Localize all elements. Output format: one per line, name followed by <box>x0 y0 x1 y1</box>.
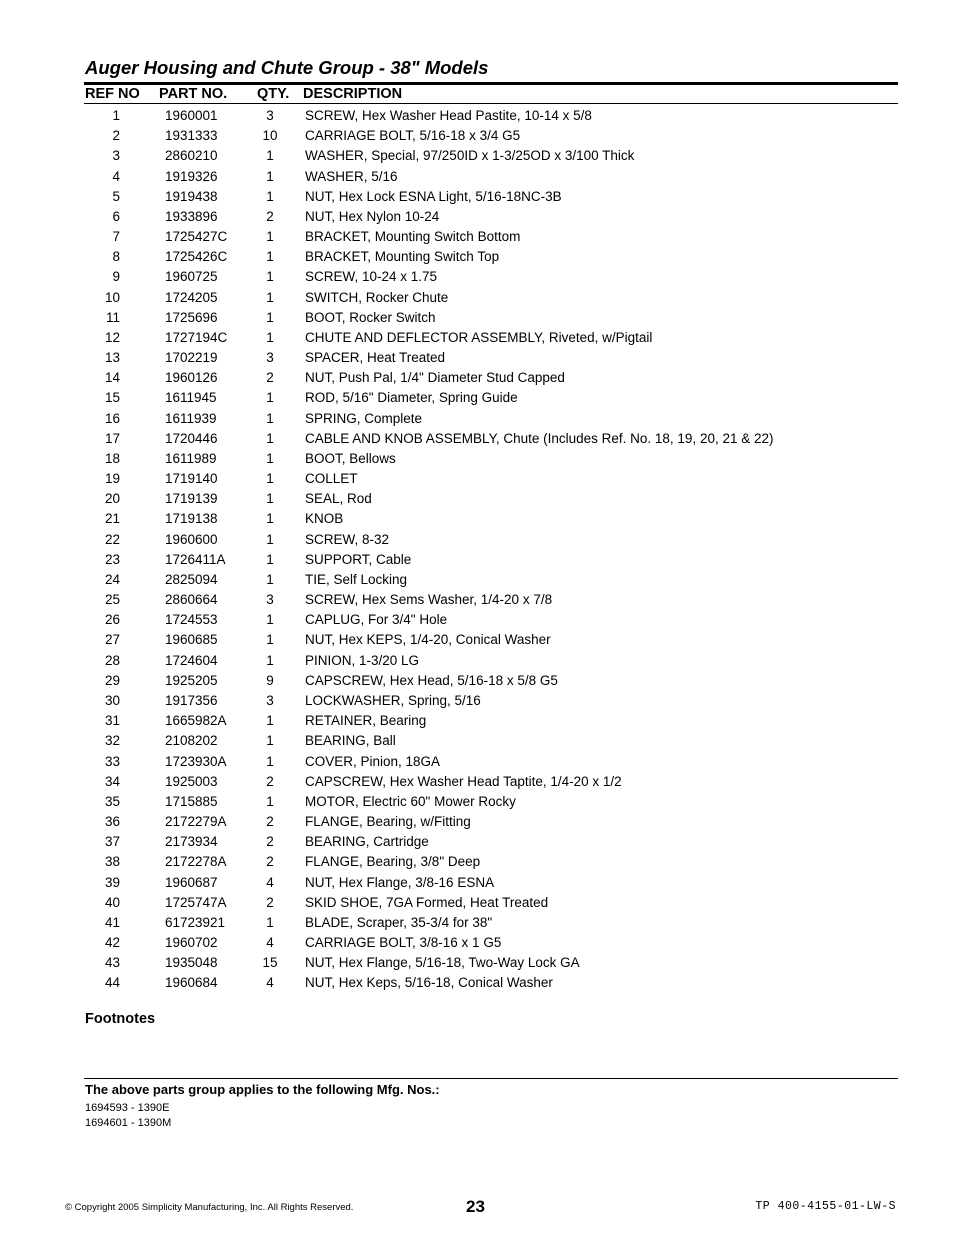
qty-cell: 1 <box>266 713 274 729</box>
description-cell: NUT, Hex KEPS, 1/4-20, Conical Washer <box>305 632 551 648</box>
description-cell: RETAINER, Bearing <box>305 713 427 729</box>
part-no-cell: 2108202 <box>165 733 218 749</box>
column-header-part: PART NO. <box>159 86 228 102</box>
footnotes-heading: Footnotes <box>85 1011 156 1027</box>
table-row <box>0 853 954 873</box>
part-no-cell: 1724553 <box>165 612 218 628</box>
table-row <box>0 672 954 692</box>
description-cell: TIE, Self Locking <box>305 571 408 587</box>
qty-cell: 1 <box>266 188 274 204</box>
table-row <box>0 410 954 430</box>
ref-no-cell: 41 <box>104 914 120 930</box>
qty-cell: 2 <box>266 854 274 870</box>
qty-cell: 1 <box>266 148 274 164</box>
header-rule <box>84 103 898 104</box>
description-cell: CARRIAGE BOLT, 3/8-16 x 1 G5 <box>305 935 502 951</box>
column-header-qty: QTY. <box>257 86 290 102</box>
part-no-cell: 1960685 <box>165 632 218 648</box>
ref-no-cell: 12 <box>104 329 120 345</box>
qty-cell: 1 <box>266 733 274 749</box>
page-title: Auger Housing and Chute Group - 38" Models <box>85 57 489 78</box>
part-no-cell: 1725426C <box>165 249 228 265</box>
part-no-cell: 61723921 <box>165 914 226 930</box>
qty-cell: 1 <box>266 491 274 507</box>
description-cell: NUT, Hex Flange, 5/16-18, Two-Way Lock GA <box>305 955 580 971</box>
qty-cell: 9 <box>266 672 274 688</box>
ref-no-cell: 23 <box>104 551 120 567</box>
qty-cell: 1 <box>266 571 274 587</box>
part-no-cell: 1960725 <box>165 269 218 285</box>
parts-list <box>0 107 954 995</box>
qty-cell: 2 <box>266 834 274 850</box>
ref-no-cell: 2 <box>112 128 120 144</box>
part-no-cell: 1960687 <box>165 874 218 890</box>
table-row <box>0 349 954 369</box>
qty-cell: 1 <box>266 531 274 547</box>
qty-cell: 2 <box>266 814 274 830</box>
qty-cell: 3 <box>266 350 274 366</box>
qty-cell: 1 <box>266 511 274 527</box>
part-no-cell: 1919326 <box>165 168 218 184</box>
ref-no-cell: 27 <box>104 632 120 648</box>
description-cell: LOCKWASHER, Spring, 5/16 <box>305 692 481 708</box>
table-row <box>0 914 954 934</box>
table-row <box>0 692 954 712</box>
description-cell: SPACER, Heat Treated <box>305 350 446 366</box>
ref-no-cell: 8 <box>112 249 120 265</box>
document-number: TP 400-4155-01-LW-S <box>755 1200 896 1213</box>
part-no-cell: 1933896 <box>165 208 218 224</box>
part-no-cell: 1665982A <box>165 713 227 729</box>
part-no-cell: 1960702 <box>165 935 218 951</box>
table-row <box>0 793 954 813</box>
table-row <box>0 712 954 732</box>
qty-cell: 1 <box>266 612 274 628</box>
description-cell: CAPSCREW, Hex Washer Head Taptite, 1/4-20 x 1/2 <box>305 773 622 789</box>
part-no-cell: 1611989 <box>165 450 217 466</box>
qty-cell: 3 <box>266 692 274 708</box>
part-no-cell: 1719139 <box>165 491 218 507</box>
description-cell: BLADE, Scraper, 35-3/4 for 38" <box>305 914 493 930</box>
table-row <box>0 571 954 591</box>
ref-no-cell: 6 <box>112 208 120 224</box>
qty-cell: 2 <box>266 370 274 386</box>
table-row <box>0 490 954 510</box>
ref-no-cell: 21 <box>104 511 120 527</box>
description-cell: NUT, Hex Lock ESNA Light, 5/16-18NC-3B <box>305 188 562 204</box>
table-row <box>0 510 954 530</box>
ref-no-cell: 30 <box>104 692 120 708</box>
qty-cell: 1 <box>266 632 274 648</box>
description-cell: SCREW, 10-24 x 1.75 <box>305 269 438 285</box>
qty-cell: 4 <box>266 874 274 890</box>
mfg-number: 1694593 - 1390E <box>85 1102 170 1114</box>
qty-cell: 1 <box>266 430 274 446</box>
table-header <box>0 86 954 104</box>
description-cell: BOOT, Bellows <box>305 450 396 466</box>
qty-cell: 2 <box>266 773 274 789</box>
table-row <box>0 127 954 147</box>
ref-no-cell: 18 <box>104 450 120 466</box>
qty-cell: 3 <box>266 108 274 123</box>
table-row <box>0 631 954 651</box>
part-no-cell: 1715885 <box>165 793 218 809</box>
part-no-cell: 1960600 <box>165 531 218 547</box>
table-row <box>0 874 954 894</box>
qty-cell: 1 <box>266 249 274 265</box>
table-row <box>0 289 954 309</box>
qty-cell: 3 <box>266 592 274 608</box>
table-row <box>0 894 954 914</box>
description-cell: MOTOR, Electric 60" Mower Rocky <box>305 793 516 809</box>
table-row <box>0 147 954 167</box>
description-cell: ROD, 5/16" Diameter, Spring Guide <box>305 390 518 406</box>
qty-cell: 1 <box>266 309 274 325</box>
page-number: 23 <box>466 1197 485 1216</box>
description-cell: CAPSCREW, Hex Head, 5/16-18 x 5/8 G5 <box>305 672 558 688</box>
description-cell: WASHER, Special, 97/250ID x 1-3/25OD x 3/100 Thick <box>305 148 635 164</box>
table-row <box>0 954 954 974</box>
table-row <box>0 309 954 329</box>
description-cell: SUPPORT, Cable <box>305 551 412 567</box>
description-cell: FLANGE, Bearing, 3/8" Deep <box>305 854 481 870</box>
qty-cell: 1 <box>266 329 274 345</box>
ref-no-cell: 32 <box>104 733 120 749</box>
description-cell: SCREW, 8-32 <box>305 531 390 547</box>
table-row <box>0 430 954 450</box>
ref-no-cell: 5 <box>112 188 120 204</box>
ref-no-cell: 38 <box>104 854 120 870</box>
ref-no-cell: 4 <box>112 168 120 184</box>
table-row <box>0 551 954 571</box>
qty-cell: 4 <box>266 975 274 991</box>
description-cell: COVER, Pinion, 18GA <box>305 753 441 769</box>
ref-no-cell: 3 <box>112 148 120 164</box>
description-cell: FLANGE, Bearing, w/Fitting <box>305 814 471 830</box>
description-cell: SPRING, Complete <box>305 410 423 426</box>
qty-cell: 1 <box>266 471 274 487</box>
mfg-number: 1694601 - 1390M <box>85 1117 172 1129</box>
ref-no-cell: 44 <box>104 975 120 991</box>
table-row <box>0 974 954 994</box>
table-row <box>0 208 954 228</box>
ref-no-cell: 31 <box>104 713 120 729</box>
qty-cell: 1 <box>266 753 274 769</box>
part-no-cell: 2825094 <box>165 571 218 587</box>
part-no-cell: 1727194C <box>165 329 228 345</box>
description-cell: NUT, Hex Flange, 3/8-16 ESNA <box>305 874 495 890</box>
part-no-cell: 1723930A <box>165 753 227 769</box>
table-row <box>0 389 954 409</box>
ref-no-cell: 9 <box>112 269 120 285</box>
applies-heading: The above parts group applies to the following Mfg. Nos.: <box>85 1082 440 1097</box>
qty-cell: 1 <box>266 652 274 668</box>
part-no-cell: 2172278A <box>165 854 227 870</box>
part-no-cell: 1725747A <box>165 894 227 910</box>
ref-no-cell: 25 <box>104 592 120 608</box>
ref-no-cell: 14 <box>104 370 120 386</box>
table-row <box>0 228 954 248</box>
ref-no-cell: 40 <box>104 894 120 910</box>
part-no-cell: 1724604 <box>165 652 218 668</box>
description-cell: BEARING, Ball <box>305 733 396 749</box>
description-cell: BRACKET, Mounting Switch Bottom <box>305 229 521 245</box>
ref-no-cell: 33 <box>104 753 120 769</box>
ref-no-cell: 35 <box>104 793 120 809</box>
part-no-cell: 2860210 <box>165 148 218 164</box>
description-cell: BRACKET, Mounting Switch Top <box>305 249 500 265</box>
table-row <box>0 188 954 208</box>
table-row <box>0 732 954 752</box>
qty-cell: 15 <box>262 955 278 971</box>
table-row <box>0 168 954 188</box>
table-row <box>0 329 954 349</box>
ref-no-cell: 42 <box>104 935 120 951</box>
qty-cell: 1 <box>266 410 274 426</box>
description-cell: CABLE AND KNOB ASSEMBLY, Chute (Includes Ref. No. 18, 19, 20, 21 & 22) <box>305 430 774 446</box>
qty-cell: 1 <box>266 289 274 305</box>
table-row <box>0 591 954 611</box>
ref-no-cell: 15 <box>104 390 120 406</box>
ref-no-cell: 7 <box>112 229 120 245</box>
table-row <box>0 934 954 954</box>
qty-cell: 1 <box>266 450 274 466</box>
ref-no-cell: 36 <box>104 814 120 830</box>
ref-no-cell: 26 <box>104 612 120 628</box>
table-row <box>0 833 954 853</box>
description-cell: SWITCH, Rocker Chute <box>305 289 449 305</box>
table-row <box>0 611 954 631</box>
column-header-ref: REF NO <box>85 86 140 102</box>
ref-no-cell: 39 <box>104 874 120 890</box>
qty-cell: 1 <box>266 551 274 567</box>
description-cell: CAPLUG, For 3/4" Hole <box>305 612 448 628</box>
part-no-cell: 1719138 <box>165 511 218 527</box>
description-cell: SKID SHOE, 7GA Formed, Heat Treated <box>305 894 549 910</box>
qty-cell: 2 <box>266 894 274 910</box>
table-row <box>0 753 954 773</box>
part-no-cell: 1917356 <box>165 692 218 708</box>
qty-cell: 4 <box>266 935 274 951</box>
table-row <box>0 450 954 470</box>
part-no-cell: 1719140 <box>165 471 218 487</box>
part-no-cell: 1960126 <box>165 370 218 386</box>
part-no-cell: 1702219 <box>165 350 218 366</box>
ref-no-cell: 19 <box>104 471 120 487</box>
ref-no-cell: 37 <box>104 834 120 850</box>
description-cell: CARRIAGE BOLT, 5/16-18 x 3/4 G5 <box>305 128 521 144</box>
table-row <box>0 470 954 490</box>
table-row <box>0 652 954 672</box>
column-header-description: DESCRIPTION <box>303 86 403 102</box>
description-cell: BEARING, Cartridge <box>305 834 429 850</box>
qty-cell: 1 <box>266 229 274 245</box>
ref-no-cell: 34 <box>104 773 120 789</box>
description-cell: SEAL, Rod <box>305 491 372 507</box>
qty-cell: 2 <box>266 208 274 224</box>
qty-cell: 1 <box>266 793 274 809</box>
description-cell: CHUTE AND DEFLECTOR ASSEMBLY, Riveted, w/Pigtail <box>305 329 653 345</box>
copyright-notice: © Copyright 2005 Simplicity Manufacturing, Inc. All Rights Reserved. <box>65 1202 354 1213</box>
ref-no-cell: 17 <box>104 430 120 446</box>
ref-no-cell: 29 <box>104 672 120 688</box>
part-no-cell: 1726411A <box>165 551 226 567</box>
description-cell: WASHER, 5/16 <box>305 168 398 184</box>
part-no-cell: 2172279A <box>165 814 227 830</box>
part-no-cell: 1935048 <box>165 955 218 971</box>
part-no-cell: 1925003 <box>165 773 218 789</box>
part-no-cell: 1611939 <box>165 410 217 426</box>
table-row <box>0 813 954 833</box>
ref-no-cell: 20 <box>104 491 120 507</box>
ref-no-cell: 28 <box>104 652 120 668</box>
qty-cell: 10 <box>262 128 278 144</box>
part-no-cell: 1725696 <box>165 309 218 325</box>
part-no-cell: 1960684 <box>165 975 218 991</box>
part-no-cell: 1720446 <box>165 430 218 446</box>
title-rule <box>84 82 898 85</box>
table-row <box>0 268 954 288</box>
qty-cell: 1 <box>266 390 274 406</box>
description-cell: KNOB <box>305 511 344 527</box>
table-row <box>0 369 954 389</box>
qty-cell: 1 <box>266 269 274 285</box>
description-cell: COLLET <box>305 471 358 487</box>
part-no-cell: 2860664 <box>165 592 218 608</box>
part-no-cell: 1925205 <box>165 672 218 688</box>
footnote-rule <box>84 1078 898 1079</box>
ref-no-cell: 1 <box>112 108 120 123</box>
part-no-cell: 1960001 <box>165 108 218 123</box>
table-row <box>0 248 954 268</box>
ref-no-cell: 24 <box>104 571 120 587</box>
description-cell: PINION, 1-3/20 LG <box>305 652 420 668</box>
ref-no-cell: 43 <box>104 955 120 971</box>
description-cell: SCREW, Hex Washer Head Pastite, 10-14 x 5/8 <box>305 108 592 123</box>
part-no-cell: 1931333 <box>165 128 218 144</box>
part-no-cell: 1611945 <box>165 390 217 406</box>
part-no-cell: 2173934 <box>165 834 218 850</box>
description-cell: BOOT, Rocker Switch <box>305 309 436 325</box>
table-row <box>0 773 954 793</box>
description-cell: NUT, Hex Nylon 10-24 <box>305 208 440 224</box>
qty-cell: 1 <box>266 168 274 184</box>
part-no-cell: 1724205 <box>165 289 218 305</box>
qty-cell: 1 <box>266 914 274 930</box>
ref-no-cell: 13 <box>104 350 120 366</box>
ref-no-cell: 11 <box>105 309 120 325</box>
ref-no-cell: 10 <box>104 289 120 305</box>
description-cell: SCREW, Hex Sems Washer, 1/4-20 x 7/8 <box>305 592 553 608</box>
table-row <box>0 531 954 551</box>
ref-no-cell: 22 <box>104 531 120 547</box>
part-no-cell: 1725427C <box>165 229 228 245</box>
description-cell: NUT, Push Pal, 1/4" Diameter Stud Capped <box>305 370 565 386</box>
table-row <box>0 107 954 127</box>
part-no-cell: 1919438 <box>165 188 218 204</box>
description-cell: NUT, Hex Keps, 5/16-18, Conical Washer <box>305 975 553 991</box>
ref-no-cell: 16 <box>104 410 120 426</box>
